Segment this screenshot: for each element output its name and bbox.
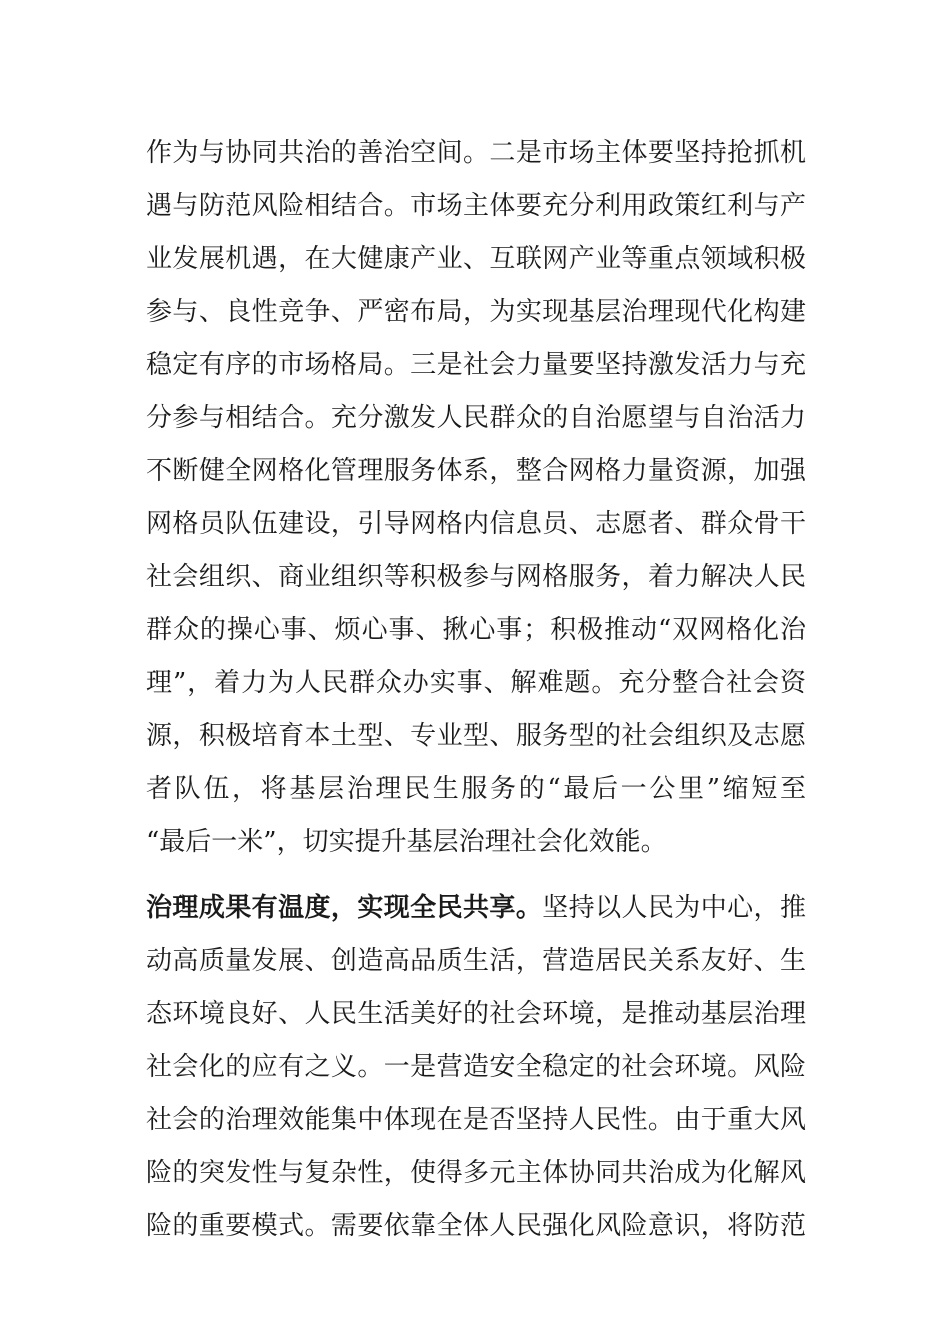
paragraph-line: 群众的操心事、烦心事、揪心事；积极推动“双网格化治 <box>146 615 806 645</box>
paragraph-line: 分参与相结合。充分激发人民群众的自治愿望与自治活力 <box>146 403 806 433</box>
paragraph-text: 坚持以人民为中心，推 <box>542 893 806 923</box>
document-body <box>146 127 806 1253</box>
paragraph-heading: 治理成果有温度，实现全民共享。 <box>146 893 543 923</box>
paragraph-2 <box>146 882 806 1253</box>
paragraph-line: 业发展机遇，在大健康产业、互联网产业等重点领域积极 <box>146 244 806 274</box>
paragraph-line: 源，积极培育本土型、专业型、服务型的社会组织及志愿 <box>146 721 806 751</box>
paragraph-1 <box>146 127 806 869</box>
paragraph-line: 作为与协同共治的善治空间。二是市场主体要坚持抢抓机 <box>146 138 806 168</box>
paragraph-spacer <box>146 869 806 882</box>
paragraph-line: 遇与防范风险相结合。市场主体要充分利用政策红利与产 <box>146 191 806 221</box>
paragraph-line: 态环境良好、人民生活美好的社会环境，是推动基层治理 <box>146 999 806 1029</box>
paragraph-line: 者队伍，将基层治理民生服务的“最后一公里”缩短至 <box>146 774 806 804</box>
paragraph-line: 动高质量发展、创造高品质生活，营造居民关系友好、生 <box>146 946 806 976</box>
paragraph-line: 险的重要模式。需要依靠全体人民强化风险意识，将防范 <box>146 1211 806 1241</box>
paragraph-line: 理”，着力为人民群众办实事、解难题。充分整合社会资 <box>146 668 806 698</box>
paragraph-line: 稳定有序的市场格局。三是社会力量要坚持激发活力与充 <box>146 350 806 380</box>
paragraph-line: 社会化的应有之义。一是营造安全稳定的社会环境。风险 <box>146 1052 806 1082</box>
paragraph-line: 社会组织、商业组织等积极参与网格服务，着力解决人民 <box>146 562 806 592</box>
paragraph-line: “最后一米”，切实提升基层治理社会化效能。 <box>146 827 667 857</box>
paragraph-line: 社会的治理效能集中体现在是否坚持人民性。由于重大风 <box>146 1105 806 1135</box>
paragraph-line: 不断健全网格化管理服务体系，整合网格力量资源，加强 <box>146 456 806 486</box>
paragraph-first-line <box>146 882 806 935</box>
paragraph-line: 参与、良性竞争、严密布局，为实现基层治理现代化构建 <box>146 297 806 327</box>
paragraph-line: 险的突发性与复杂性，使得多元主体协同共治成为化解风 <box>146 1158 806 1188</box>
paragraph-line: 网格员队伍建设，引导网格内信息员、志愿者、群众骨干 <box>146 509 806 539</box>
